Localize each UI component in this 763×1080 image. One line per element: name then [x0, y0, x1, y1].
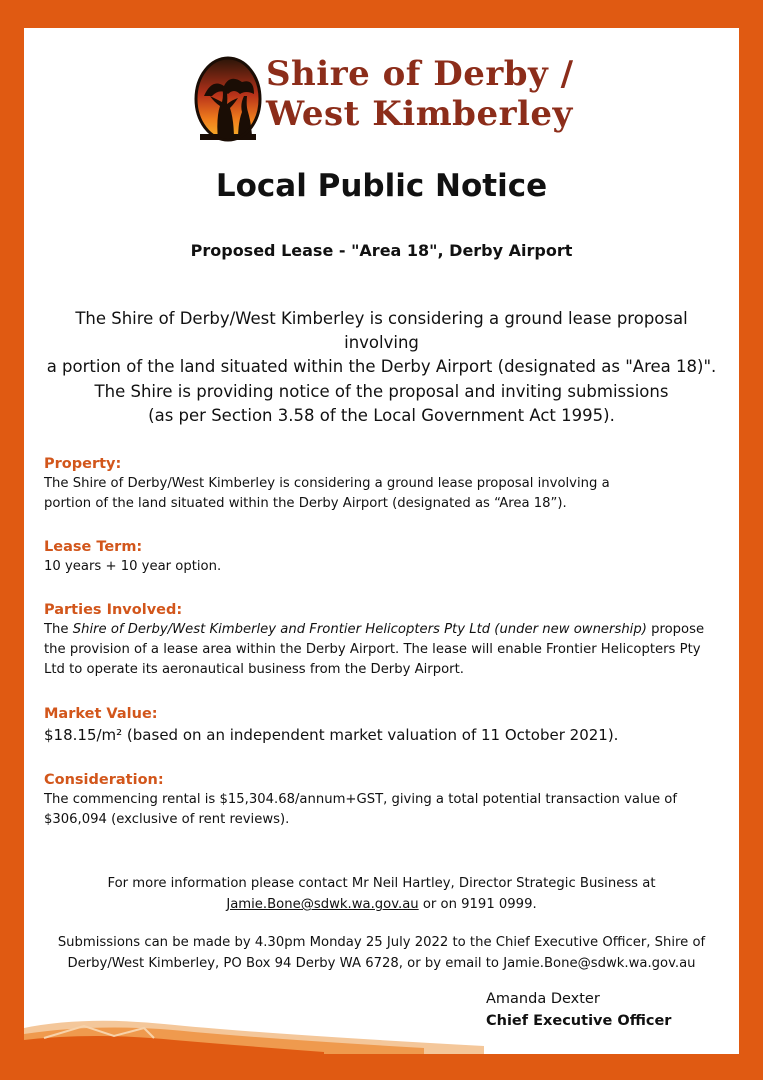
section-text: $18.15/m² (based on an independent market valuation of 11 October 2021).	[44, 726, 619, 744]
section-text: portion of the land situated within the Derby Airport (designated as “Area 18”).	[44, 496, 567, 511]
section-heading: Lease Term:	[44, 539, 143, 555]
contact-line: For more information please contact Mr Neil Hartley, Director Strategic Business at	[107, 876, 656, 891]
section-market-value	[44, 704, 724, 746]
phone-text: or on 9191 0999.	[418, 897, 537, 912]
signoff-role: Chief Executive Officer	[486, 1013, 672, 1029]
section-parties	[44, 600, 724, 680]
footer-brushstroke-decoration	[24, 1014, 484, 1054]
page-title: Local Public Notice	[215, 168, 548, 204]
contact-line	[44, 894, 719, 915]
intro-paragraph-2	[44, 380, 719, 428]
section-heading: Property:	[44, 456, 122, 472]
parties-pre: The	[44, 622, 73, 637]
logo-wordmark	[266, 54, 574, 134]
signoff-name: Amanda Dexter	[486, 991, 600, 1007]
section-property	[44, 454, 724, 514]
submissions-line: Submissions can be made by 4.30pm Monday 25 July 2022 to the Chief Executive Officer, Shire of	[57, 935, 706, 950]
intro-line: (as per Section 3.58 of the Local Government Act 1995).	[148, 406, 615, 425]
contact-info	[44, 873, 719, 915]
section-lease-term	[44, 537, 724, 577]
submissions-info	[44, 932, 719, 974]
signoff	[486, 988, 671, 1032]
logo-line-2: West Kimberley	[266, 94, 573, 134]
section-text	[44, 620, 724, 680]
submissions-line: Derby/West Kimberley, PO Box 94 Derby WA 6728, or by email to Jamie.Bone@sdwk.wa.gov.au	[67, 956, 696, 971]
section-text: 10 years + 10 year option.	[44, 559, 222, 574]
page-subtitle: Proposed Lease - "Area 18", Derby Airport	[190, 241, 573, 260]
intro-line: The Shire of Derby/West Kimberley is considering a ground lease proposal involving	[75, 309, 688, 352]
section-text: $306,094 (exclusive of rent reviews).	[44, 812, 290, 827]
section-heading: Parties Involved:	[44, 602, 183, 618]
intro-paragraph-1	[44, 307, 719, 379]
section-text: The commencing rental is $15,304.68/annum+GST, giving a total potential transaction value of	[44, 792, 678, 807]
intro-line: a portion of the land situated within the Derby Airport (designated as "Area 18)".	[46, 357, 717, 376]
section-text: The Shire of Derby/West Kimberley is considering a ground lease proposal involving a	[44, 476, 610, 491]
logo-line-1: Shire of Derby /	[266, 54, 574, 94]
section-heading: Consideration:	[44, 772, 164, 788]
parties-post: propose the provision of a lease area within the Derby Airport. The lease will enable Frontier Helicopters Pty Ltd to operate its aeronautical business from the Derby Airport.	[44, 622, 705, 677]
notice-page	[24, 28, 739, 1054]
email-link[interactable]: Jamie.Bone@sdwk.wa.gov.au	[226, 897, 419, 912]
boab-tree-logo-icon	[194, 56, 262, 142]
parties-italic: Shire of Derby/West Kimberley and Frontier Helicopters Pty Ltd (under new ownership)	[72, 622, 647, 637]
section-consideration	[44, 770, 724, 830]
shire-logo	[194, 54, 574, 144]
intro-line: The Shire is providing notice of the proposal and inviting submissions	[94, 382, 669, 401]
section-heading: Market Value:	[44, 706, 158, 722]
